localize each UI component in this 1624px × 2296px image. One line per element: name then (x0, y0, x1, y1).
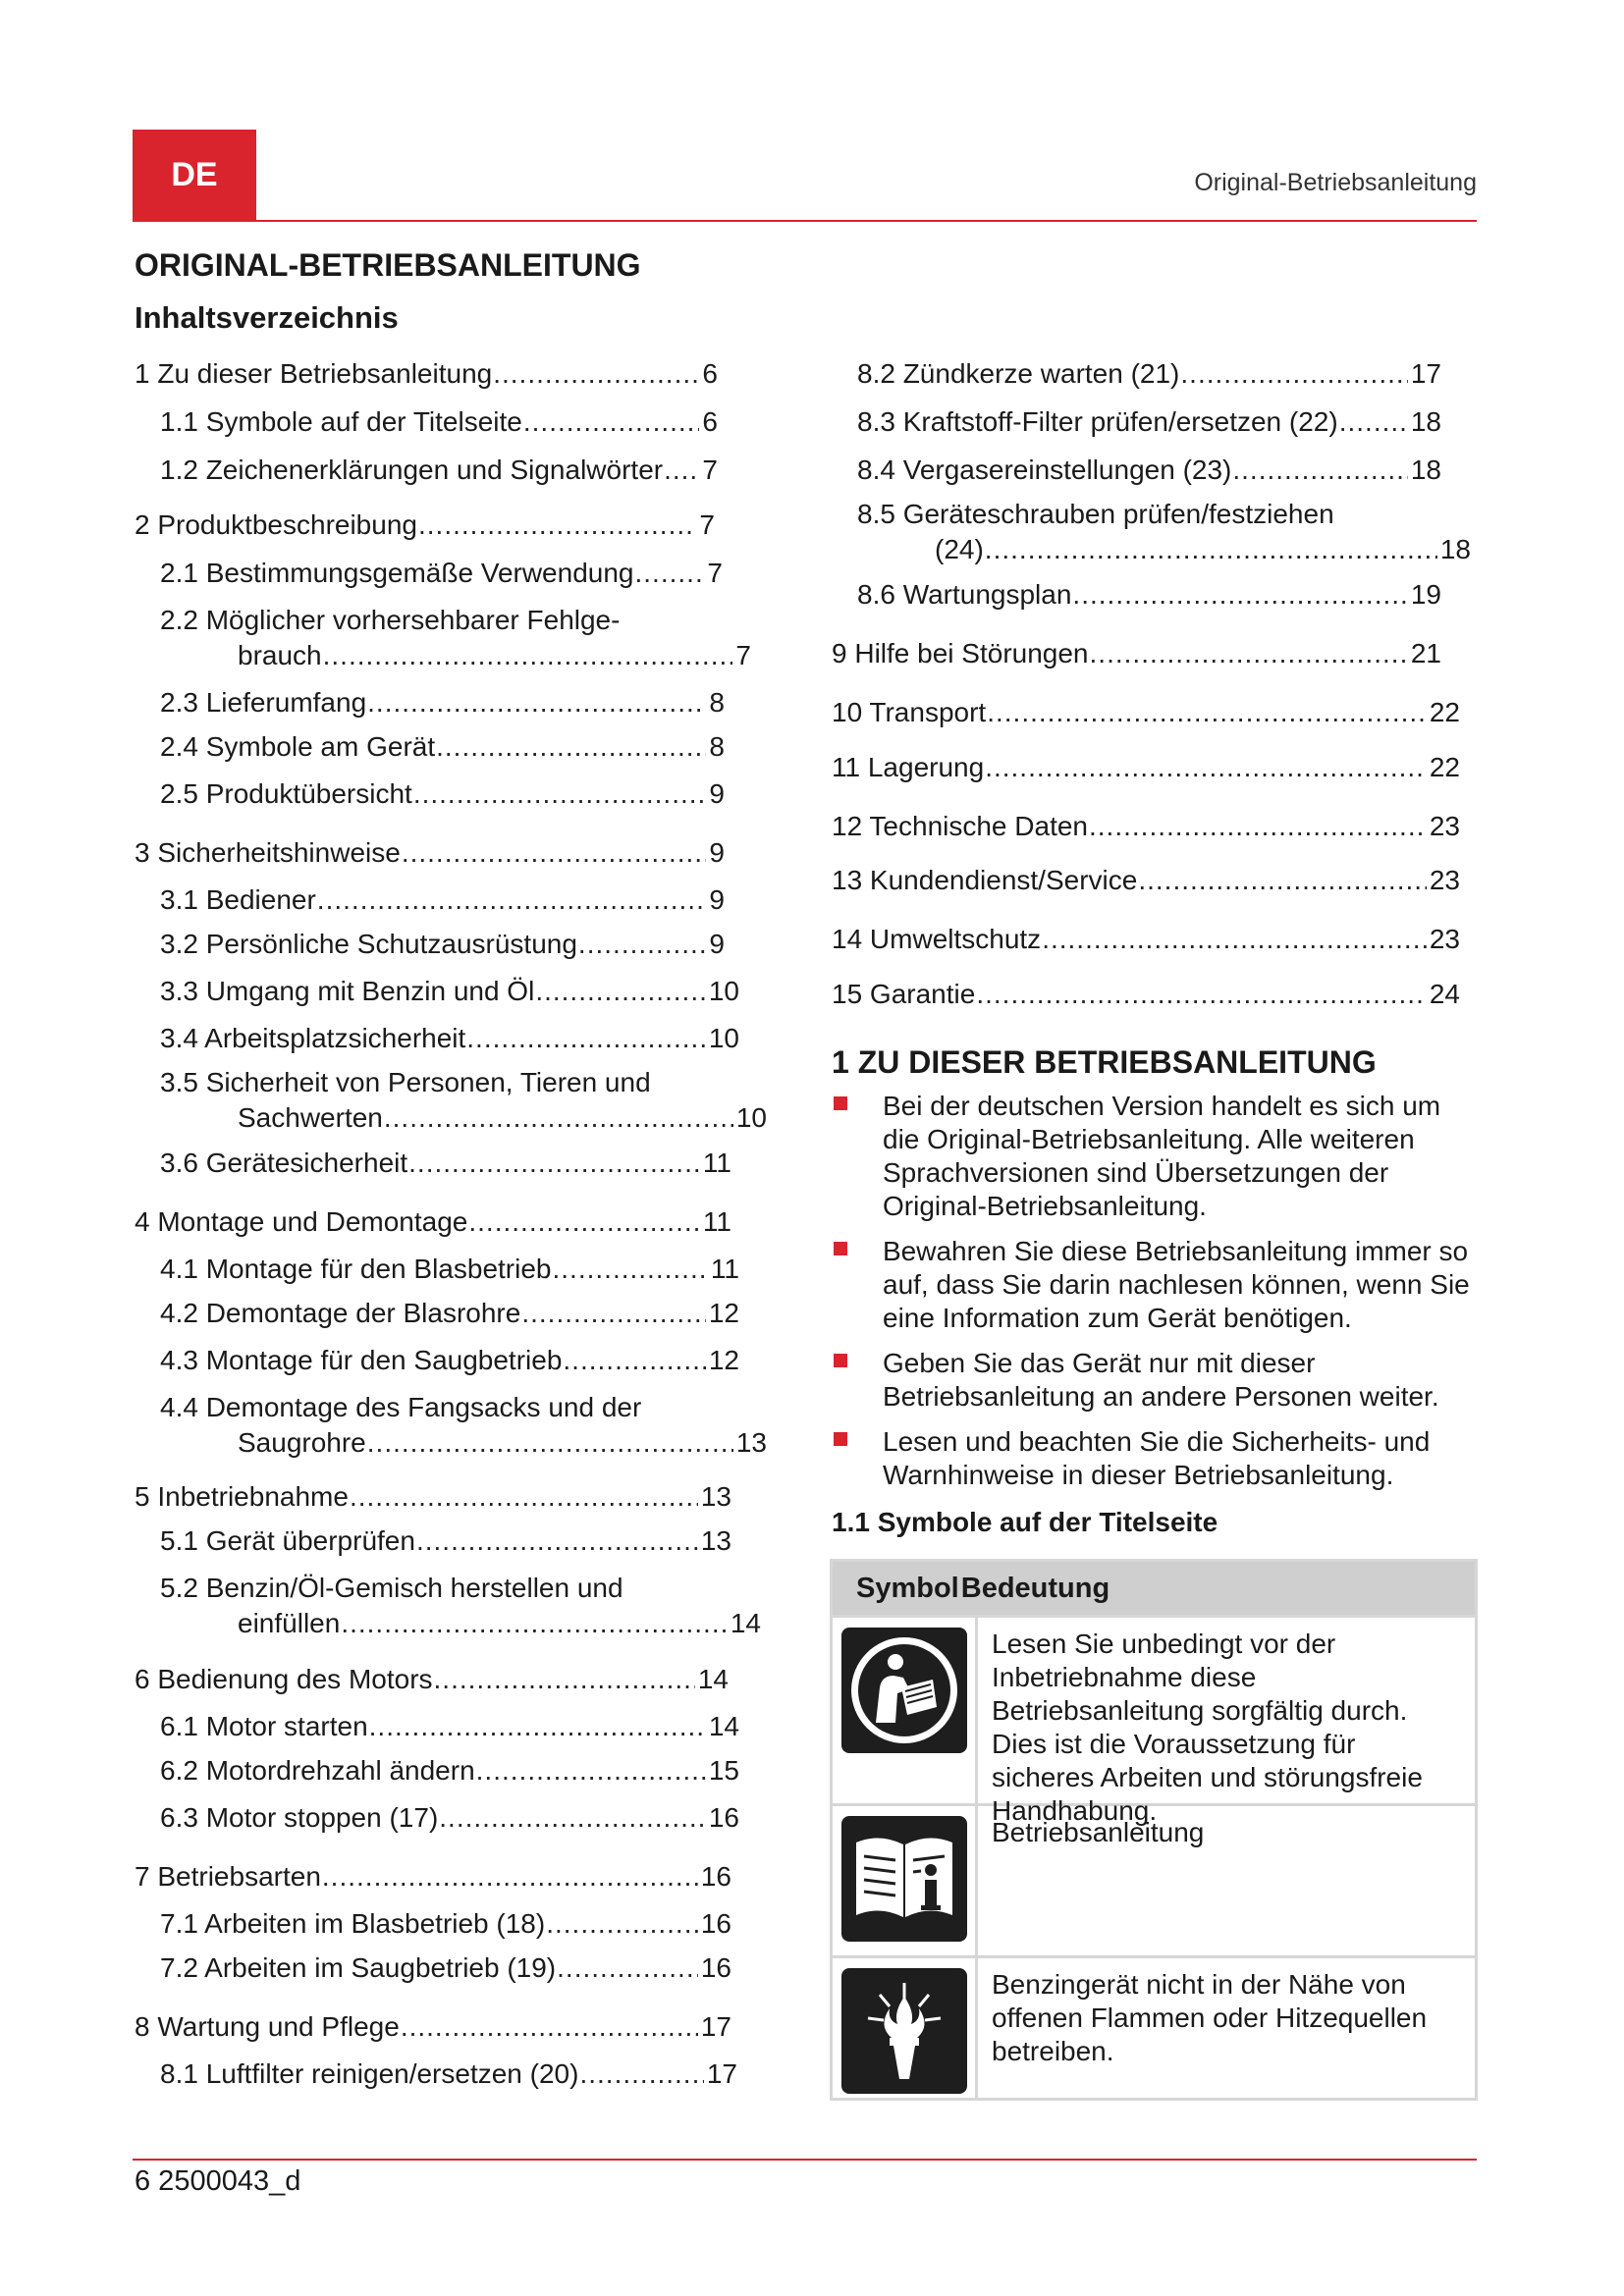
toc-entry[interactable]: 3.6 Gerätesicherheit ..... 11 (160, 1146, 731, 1181)
toc-entry[interactable]: 6.3 Motor stoppen (17) ..... 16 (160, 1800, 739, 1836)
toc-entry[interactable]: 3.5 Sicherheit von Personen, Tieren und Sachwerten ..... 10 (160, 1065, 767, 1136)
column-header-symbol: Symbol (856, 1572, 959, 1604)
bullet-square-icon (834, 1354, 847, 1367)
toc-entry[interactable]: 3.4 Arbeitsplatzsicherheit ..... 10 (160, 1021, 739, 1056)
language-tab: DE (133, 130, 256, 220)
toc-entry[interactable]: 2.3 Lieferumfang ..... 8 (160, 685, 725, 721)
toc-entry[interactable]: 2.4 Symbole am Gerät ..... 8 (160, 729, 725, 765)
bullet-square-icon (834, 1096, 847, 1110)
toc-entry[interactable]: 2 Produktbeschreibung ..... 7 (135, 507, 715, 543)
toc-entry[interactable]: 1.1 Symbole auf der Titelseite ..... 6 (160, 404, 718, 440)
page-footer: 6 2500043_d (135, 2165, 301, 2197)
footer-divider (133, 2159, 1477, 2161)
toc-entry[interactable]: 7.2 Arbeiten im Saugbetrieb (19) ..... 16 (160, 1950, 731, 1986)
toc-entry[interactable]: 4.4 Demontage des Fangsacks und der Saugrohre ..... 13 (160, 1390, 767, 1461)
table-row (833, 1615, 1475, 1826)
toc-entry[interactable]: 2.5 Produktübersicht ..... 9 (160, 776, 725, 812)
toc-entry[interactable]: 7 Betriebsarten ..... 16 (135, 1859, 731, 1895)
toc-entry[interactable]: 7.1 Arbeiten im Blasbetrieb (18) ..... 16 (160, 1906, 731, 1942)
toc-entry[interactable]: 6.1 Motor starten ..... 14 (160, 1709, 739, 1744)
symbol-cell (833, 1958, 978, 2098)
bullet-square-icon (834, 1242, 847, 1255)
list-item: Geben Sie das Gerät nur mit dieser Betriebsanleitung an andere Personen weiter. (832, 1347, 1480, 1414)
toc-entry[interactable]: 3.3 Umgang mit Benzin und Öl ..... 10 (160, 974, 739, 1009)
toc-title: Inhaltsverzeichnis (135, 300, 399, 335)
no-open-flame-icon (841, 1968, 967, 2094)
toc-entry[interactable]: 15 Garantie ..... 24 (832, 977, 1460, 1012)
toc-entry[interactable]: 13 Kundendienst/Service ..... 23 (832, 863, 1460, 898)
table-row (833, 1955, 1475, 2098)
symbol-cell (833, 1618, 978, 1803)
read-manual-icon (841, 1628, 967, 1753)
list-item: Lesen und beachten Sie die Sicherheits- und Warnhinweise in dieser Betriebsanleitung. (832, 1425, 1480, 1492)
toc-entry[interactable]: 8 Wartung und Pflege ..... 17 (135, 2009, 731, 2045)
toc-entry[interactable]: 3.2 Persönliche Schutzausrüstung ..... 9 (160, 927, 725, 962)
toc-entry[interactable]: 3 Sicherheitshinweise ..... 9 (135, 835, 725, 871)
toc-entry[interactable]: 1 Zu dieser Betriebsanleitung ..... 6 (135, 356, 718, 392)
toc-entry[interactable]: 8.4 Vergasereinstellungen (23) ..... 18 (857, 453, 1441, 488)
toc-entry[interactable]: 5.2 Benzin/Öl-Gemisch herstellen und einfüllen ..... 14 (160, 1571, 761, 1641)
meaning-cell: Betriebsanleitung (992, 1817, 1205, 1847)
toc-entry[interactable]: 4.1 Montage für den Blasbetrieb ..... 11 (160, 1252, 739, 1287)
column-header-meaning: Bedeutung (960, 1572, 1110, 1604)
manual-info-icon (841, 1816, 967, 1942)
toc-entry[interactable]: 3.1 Bediener ..... 9 (160, 882, 725, 918)
symbol-cell (833, 1806, 978, 1955)
toc-entry[interactable]: 8.3 Kraftstoff-Filter prüfen/ersetzen (22) ..... 18 (857, 404, 1441, 440)
meaning-cell: Lesen Sie unbedingt vor der Inbetriebnahme diese Betriebsanleitung sorgfältig durch. Dies ist die Voraussetzung für sicheres Arbeiten und störungsfreie Handhabung. (992, 1629, 1423, 1826)
header-divider (133, 220, 1477, 222)
toc-entry[interactable]: 4 Montage und Demontage ..... 11 (135, 1204, 731, 1240)
toc-entry[interactable]: 5 Inbetriebnahme ..... 13 (135, 1479, 731, 1515)
toc-entry[interactable]: 2.1 Bestimmungsgemäße Verwendung ..... 7 (160, 556, 723, 591)
table-row (833, 1803, 1475, 1955)
toc-entry[interactable]: 4.2 Demontage der Blasrohre ..... 12 (160, 1296, 739, 1331)
toc-entry[interactable]: 10 Transport ..... 22 (832, 695, 1460, 730)
meaning-cell: Benzingerät nicht in der Nähe von offenen Flammen oder Hitzequellen betreiben. (992, 1969, 1428, 2066)
section-heading: 1 ZU DIESER BETRIEBSANLEITUNG (832, 1044, 1377, 1080)
toc-entry[interactable]: 8.5 Geräteschrauben prüfen/festziehen (24) ..... 18 (857, 497, 1471, 567)
document-title: ORIGINAL-BETRIEBSANLEITUNG (135, 247, 641, 283)
list-item: Bei der deutschen Version handelt es sich um die Original-Betriebsanleitung. Alle weiteren Sprachversionen sind Übersetzungen der Original-Betriebsanleitung. (832, 1090, 1480, 1223)
bullet-list (832, 1090, 1480, 1504)
toc-entry[interactable]: 8.2 Zündkerze warten (21) ..... 17 (857, 356, 1441, 392)
toc-entry[interactable]: 5.1 Gerät überprüfen ..... 13 (160, 1523, 731, 1559)
toc-entry[interactable]: 12 Technische Daten ..... 23 (832, 809, 1460, 844)
header-title: Original-Betriebsanleitung (1194, 169, 1477, 196)
toc-entry[interactable]: 11 Lagerung ..... 22 (832, 750, 1460, 785)
list-item: Bewahren Sie diese Betriebsanleitung immer so auf, dass Sie darin nachlesen können, wenn Sie eine Information zum Gerät benötigen. (832, 1235, 1480, 1335)
toc-entry[interactable]: 8.1 Luftfilter reinigen/ersetzen (20) ..... 17 (160, 2056, 737, 2092)
toc-entry[interactable]: 4.3 Montage für den Saugbetrieb ..... 12 (160, 1343, 739, 1378)
toc-entry[interactable]: 6 Bedienung des Motors ..... 14 (135, 1662, 729, 1697)
table-header (833, 1562, 1475, 1615)
toc-entry[interactable]: 8.6 Wartungsplan ..... 19 (857, 577, 1441, 613)
toc-entry[interactable]: 2.2 Möglicher vorhersehbarer Fehlge- brauch ..... 7 (160, 603, 751, 673)
bullet-square-icon (834, 1432, 847, 1446)
toc-entry[interactable]: 9 Hilfe bei Störungen ..... 21 (832, 636, 1441, 671)
symbol-table (830, 1559, 1478, 2101)
subsection-heading: 1.1 Symbole auf der Titelseite (832, 1507, 1218, 1537)
toc-entry[interactable]: 14 Umweltschutz ..... 23 (832, 922, 1460, 957)
toc-entry[interactable]: 1.2 Zeichenerklärungen und Signalwörter ..... 7 (160, 453, 718, 488)
toc-entry[interactable]: 6.2 Motordrehzahl ändern ..... 15 (160, 1753, 739, 1789)
